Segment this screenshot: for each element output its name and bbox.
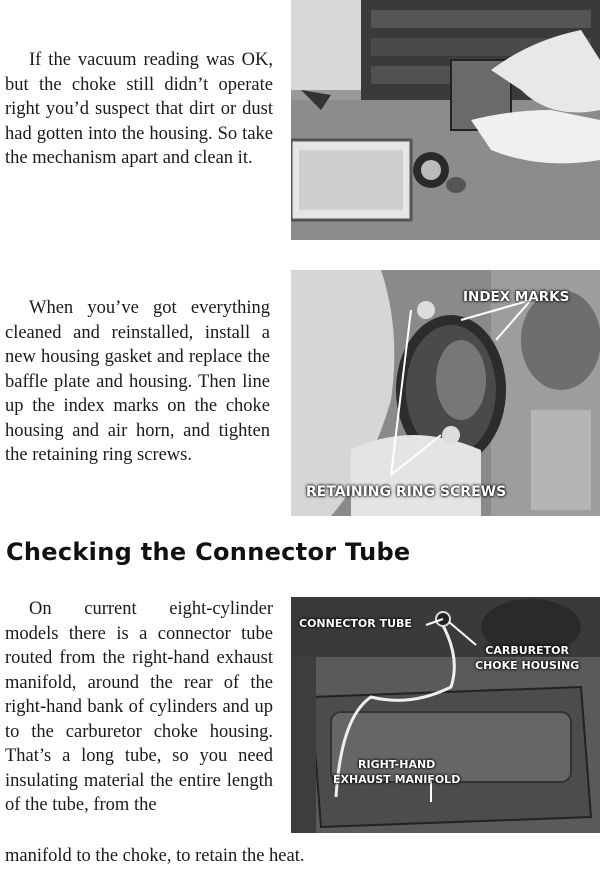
connector-tube-paragraph: [5, 597, 273, 818]
exhaust-label-line2: EXHAUST MANIFOLD: [333, 773, 461, 786]
carburetor-label-line1: CARBURETOR: [485, 644, 569, 657]
choke-cleaning-paragraph: [5, 48, 273, 171]
carburetor-label-line2: CHOKE HOUSING: [475, 659, 580, 672]
connector-tube-paragraph-tail: manifold to the choke, to retain the heat.: [5, 846, 305, 866]
retaining-ring-screws-label: RETAINING RING SCREWS: [306, 484, 507, 500]
carburetor-choke-housing-label: [475, 643, 579, 673]
reinstall-text: When you’ve got everything cleaned and reinstalled, install a new housing gasket and replace the baffle plate and housing. Then line up the index marks on the choke housing and air horn, and tighten the retaining ring screws.: [5, 298, 270, 465]
choke-cleaning-text: If the vacuum reading was OK, but the choke still didn’t operate right you’d suspect that dirt or dust had gotten into the housing. So take the mechanism apart and clean it.: [5, 50, 273, 168]
exhaust-label-line1: RIGHT-HAND: [358, 758, 436, 771]
exhaust-manifold-label: [333, 757, 460, 787]
connector-tube-text: On current eight-cylinder models there is a connector tube routed from the right-hand exhaust manifold, around the rear of the right-hand bank of cylinders and up to the carburetor choke housing. That’s a long tube, so you need insulating material the entire length of the tube, from the: [5, 599, 273, 815]
section-heading: Checking the Connector Tube: [6, 538, 411, 566]
choke-housing-photo: [291, 270, 600, 516]
index-marks-label: INDEX MARKS: [463, 289, 570, 305]
choke-disassembly-photo: [291, 0, 600, 240]
engine-connector-tube-photo: [291, 597, 600, 833]
reinstall-paragraph: [5, 296, 270, 468]
connector-tube-label: CONNECTOR TUBE: [299, 617, 412, 630]
